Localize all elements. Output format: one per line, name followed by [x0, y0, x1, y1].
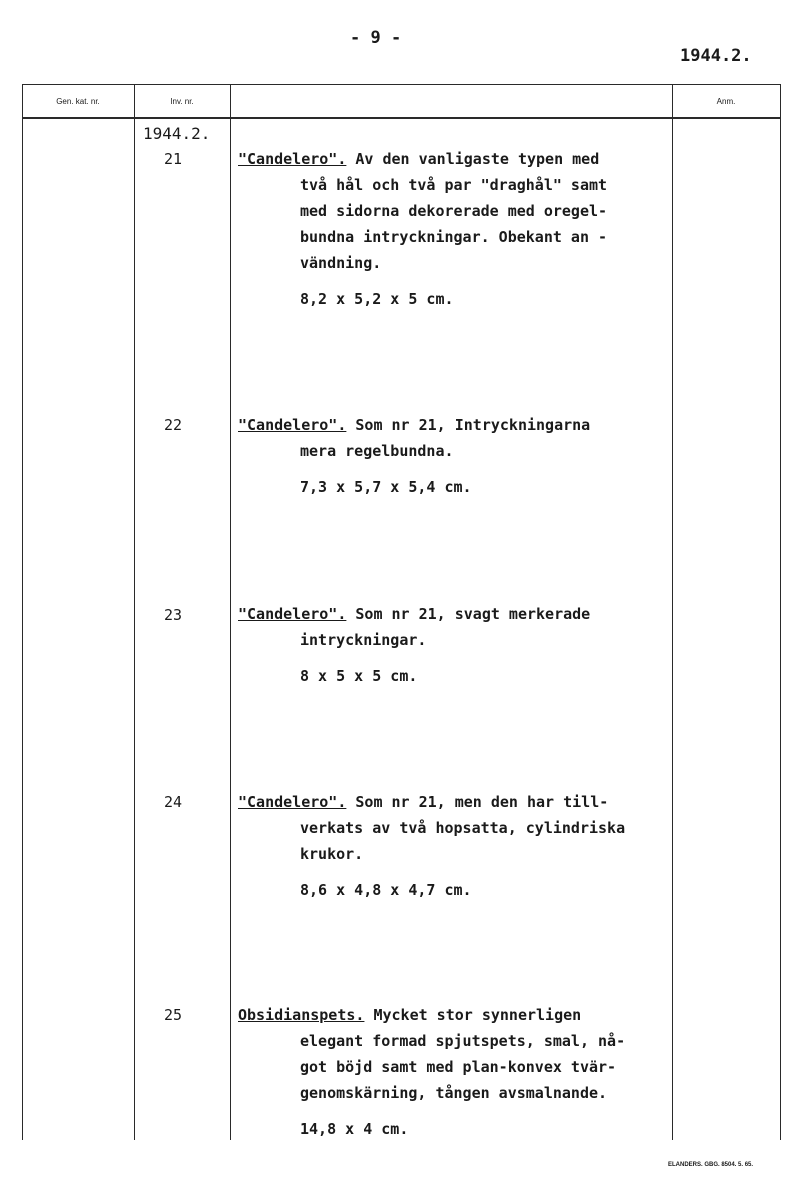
entry-first-line	[238, 146, 676, 172]
entry-first: Mycket stor synnerligen	[364, 1006, 582, 1024]
column-rule-right	[780, 84, 781, 1140]
entry-text	[238, 601, 676, 689]
entry-dimensions: 8,2 x 5,2 x 5 cm.	[300, 290, 454, 308]
entry-first: Av den vanligaste typen med	[346, 150, 600, 168]
page-number: - 9 -	[350, 28, 402, 48]
entry-number: 22	[164, 416, 183, 434]
entry-continuation: verkats av två hopsatta, cylindriska krukor.	[300, 819, 626, 863]
entry-dimensions: 7,3 x 5,7 x 5,4 cm.	[300, 478, 472, 496]
entry-dimensions: 8 x 5 x 5 cm.	[300, 667, 418, 685]
entry-first: Som nr 21, Intryckningarna	[346, 416, 591, 434]
entry-continuation: mera regelbundna.	[300, 442, 454, 460]
printer-imprint: ELANDERS. GBG. 8504. 5. 65.	[668, 1162, 754, 1168]
entry-text	[238, 1002, 676, 1142]
entry-continuation: elegant formad spjutspets, smal, nå- got böjd samt med plan-konvex tvär- genomskärning, tången avsmalnande.	[300, 1032, 626, 1102]
entry-continuation: intryckningar.	[300, 631, 427, 649]
column-header-inv: Inv. nr.	[170, 97, 194, 106]
entry-text	[238, 146, 676, 312]
column-rule-gen	[134, 84, 135, 1140]
entry-text	[238, 412, 676, 500]
entry-first-line	[238, 412, 676, 438]
entry-number: 23	[164, 606, 183, 624]
year-label: 1944.2.	[143, 124, 211, 143]
entry-title: "Candelero".	[238, 793, 347, 811]
entry-text	[238, 789, 676, 903]
table-top-rule	[22, 84, 780, 85]
column-header-anm: Anm.	[716, 97, 736, 106]
entry-dimensions: 14,8 x 4 cm.	[300, 1120, 409, 1138]
column-rule-inv	[230, 84, 231, 1140]
entry-first: Som nr 21, men den har till-	[346, 793, 609, 811]
column-rule-left	[22, 84, 23, 1140]
entry-first-line	[238, 789, 676, 815]
entry-title: "Candelero".	[238, 150, 347, 168]
entry-title: "Candelero".	[238, 605, 347, 623]
entry-number: 21	[164, 150, 183, 168]
entry-first-line	[238, 1002, 676, 1028]
entry-number: 25	[164, 1006, 183, 1024]
entry-number: 24	[164, 793, 183, 811]
accession-header: 1944.2.	[680, 46, 752, 66]
table-header-rule	[22, 117, 780, 119]
entry-title: Obsidianspets.	[238, 1006, 365, 1024]
entry-first-line	[238, 601, 676, 627]
entry-dimensions: 8,6 x 4,8 x 4,7 cm.	[300, 881, 472, 899]
entry-continuation: två hål och två par "draghål" samt med sidorna dekorerade med oregel- bundna intryckningar. Obekant an - vändning.	[300, 176, 608, 272]
column-header-gen-kat: Gen. kat. nr.	[56, 97, 100, 106]
entry-title: "Candelero".	[238, 416, 347, 434]
entry-first: Som nr 21, svagt merkerade	[346, 605, 591, 623]
